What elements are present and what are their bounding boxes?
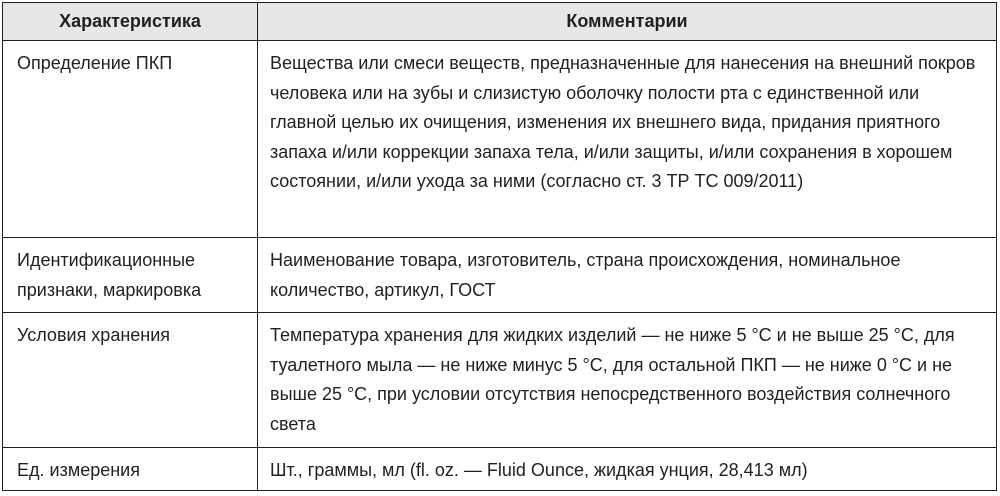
row-characteristic-cell: Определение ПКП (3, 41, 258, 238)
row-comment-cell: Температура хранения для жидких изделий — не ниже 5 °С и не выше 25 °С, для туалетного мыла — не ниже минус 5 °С, для остальной ПКП — не ниже 0 °С и не выше 25 °С, при условии отсутствия непосредственного воздействия солнечного света (258, 313, 997, 448)
row-comment-cell: Наименование товара, изготовитель, страна происхождения, номинальное количество, артикул, ГОСТ (258, 238, 997, 313)
row-characteristic-cell: Условия хранения (3, 313, 258, 448)
row-characteristic-cell: Идентификационные признаки, маркировка (3, 238, 258, 313)
row-characteristic-cell: Ед. измерения (3, 448, 258, 491)
header-comments: Комментарии (258, 3, 997, 41)
table-row (3, 41, 997, 238)
header-characteristic: Характеристика (3, 3, 258, 41)
characteristics-table (2, 2, 997, 491)
table-container (2, 2, 996, 491)
row-comment-cell: Шт., граммы, мл (fl. oz. — Fluid Ounce, жидкая унция, 28,413 мл) (258, 448, 997, 491)
row-comment-cell: Вещества или смеси веществ, предназначенные для нанесения на внешний покров человека или на зубы и слизистую оболочку полости рта с единственной или главной целью их очищения, изменения их внешнего вида, придания приятного запаха и/или коррекции запаха тела, и/или защиты, и/или сохранения в хорошем состоянии, и/или ухода за ними (согласно ст. 3 ТР ТС 009/2011) (258, 41, 997, 238)
table-row (3, 313, 997, 448)
table-row (3, 238, 997, 313)
table-row (3, 448, 997, 491)
table-header-row (3, 3, 997, 41)
